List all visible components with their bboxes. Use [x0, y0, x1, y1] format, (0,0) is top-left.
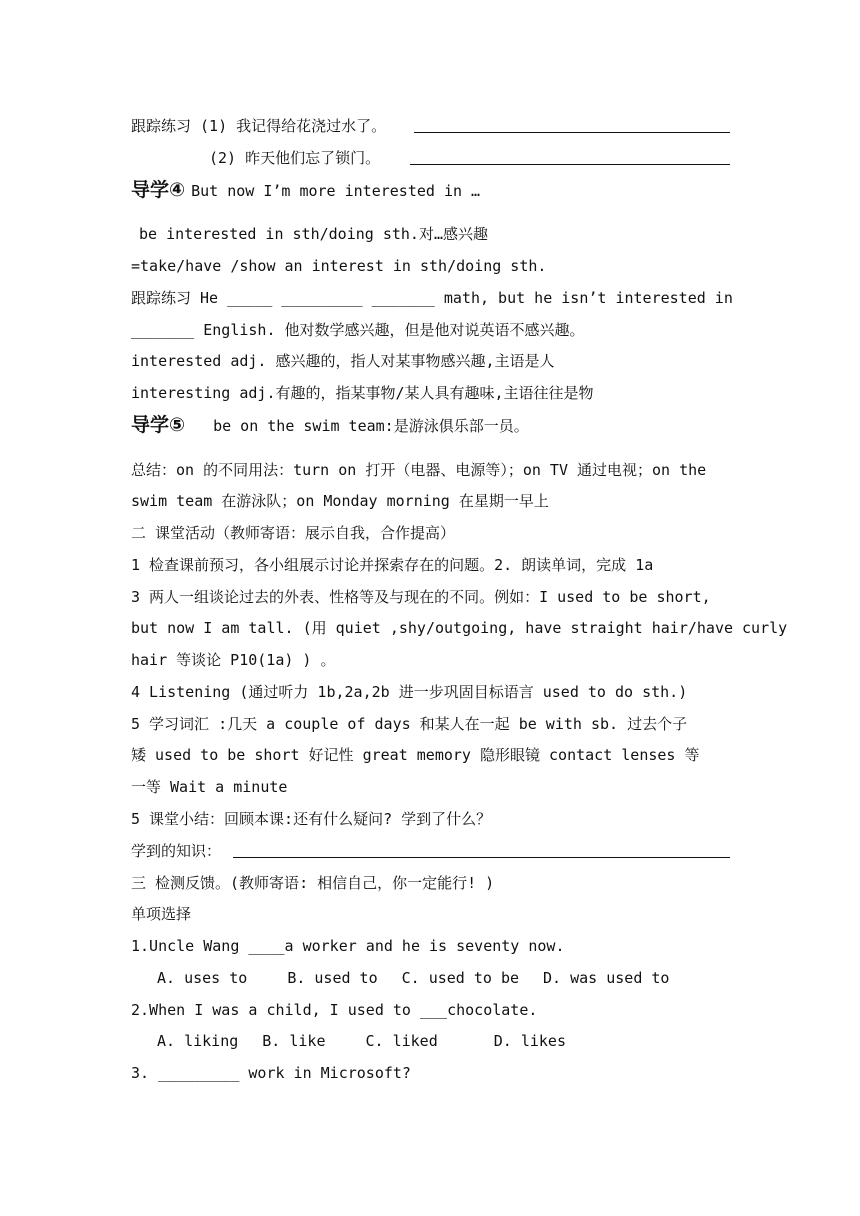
activity-4: 4 Listening (通过听力 1b,2a,2b 进一步巩固目标语言 used to do sth.)	[131, 683, 688, 701]
phrase-interested: be interested in sth/doing sth.对…感兴趣	[139, 225, 488, 243]
activity-1: 1 检查课前预习，各小组展示讨论并探索存在的问题。2. 朗读单词，完成 1a	[131, 556, 654, 574]
section-2-heading: 二 课堂活动（教师寄语：展示自我，合作提高）	[131, 524, 456, 542]
q1-option-b[interactable]: B. used to	[287, 969, 378, 987]
vocab-line2: 矮 used to be short 好记性 great memory 隐形眼镜 contact lenses 等	[131, 746, 700, 764]
vocab-line3: 一等 Wait a minute	[131, 778, 288, 796]
q1-option-a[interactable]: A. uses to	[157, 969, 248, 987]
knowledge-answer-line[interactable]	[233, 857, 730, 858]
q2-option-b[interactable]: B. like	[262, 1032, 326, 1050]
knowledge-label: 学到的知识：	[131, 842, 222, 860]
q2-option-d[interactable]: D. likes	[493, 1032, 566, 1050]
class-summary: 5 课堂小结：回顾本课:还有什么疑问? 学到了什么？	[131, 810, 492, 828]
guide-5-text: be on the swim team:是游泳俱乐部一员。	[213, 417, 529, 435]
summary-on-line2: swim team 在游泳队；on Monday morning 在星期一早上	[131, 492, 549, 510]
note-interested: interested adj. 感兴趣的，指人对某事物感兴趣,主语是人	[131, 352, 555, 370]
q2-option-c[interactable]: C. liked	[365, 1032, 438, 1050]
practice-3-line2: _______ English. 他对数学感兴趣，但是他对说英语不感兴趣。	[131, 321, 585, 339]
question-2-options	[157, 1031, 566, 1051]
guide-4-heading	[131, 180, 480, 201]
practice-1-prompt: 跟踪练习 (1) 我记得给花浇过水了。	[131, 117, 387, 135]
q1-option-d[interactable]: D. was used to	[543, 969, 670, 987]
question-1-options	[157, 968, 669, 988]
q1-option-c[interactable]: C. used to be	[401, 969, 520, 987]
single-choice-heading: 单项选择	[131, 905, 192, 923]
activity-3-line3: hair 等谈论 P10(1a) ) 。	[131, 651, 336, 669]
note-interesting: interesting adj.有趣的，指某事物/某人具有趣味,主语往往是物	[131, 384, 594, 402]
section-3-heading: 三 检测反馈。(教师寄语: 相信自己，你一定能行! )	[131, 874, 495, 892]
practice-2-prompt: (2) 昨天他们忘了锁门。	[209, 149, 381, 167]
vocab-line1: 5 学习词汇 :几天 a couple of days 和某人在一起 be with sb. 过去个子	[131, 715, 688, 733]
guide-5-heading	[131, 415, 529, 436]
guide-5-label: 导学⑤	[131, 414, 186, 436]
guide-4-text: But now I’m more interested in …	[191, 182, 481, 200]
practice-3-line1: 跟踪练习 He _____ _________ _______ math, but he isn’t interested in	[131, 289, 733, 307]
question-3: 3. _________ work in Microsoft?	[131, 1064, 411, 1082]
question-2: 2.When I was a child, I used to ___chocolate.	[131, 1001, 538, 1019]
guide-4-label: 导学④	[131, 179, 186, 201]
question-1: 1.Uncle Wang ____a worker and he is seventy now.	[131, 937, 565, 955]
answer-line-1[interactable]	[414, 132, 730, 133]
phrase-take-interest: =take/have /show an interest in sth/doing sth.	[131, 257, 547, 275]
q2-option-a[interactable]: A. liking	[157, 1032, 239, 1050]
summary-on-line1: 总结：on 的不同用法：turn on 打开（电器、电源等）；on TV 通过电视；on the	[131, 461, 707, 479]
answer-line-2[interactable]	[410, 164, 730, 165]
activity-3-line1: 3 两人一组谈论过去的外表、性格等及与现在的不同。例如：I used to be short,	[131, 588, 711, 606]
activity-3-line2: but now I am tall. (用 quiet ,shy/outgoing, have straight hair/have curly	[131, 619, 788, 637]
